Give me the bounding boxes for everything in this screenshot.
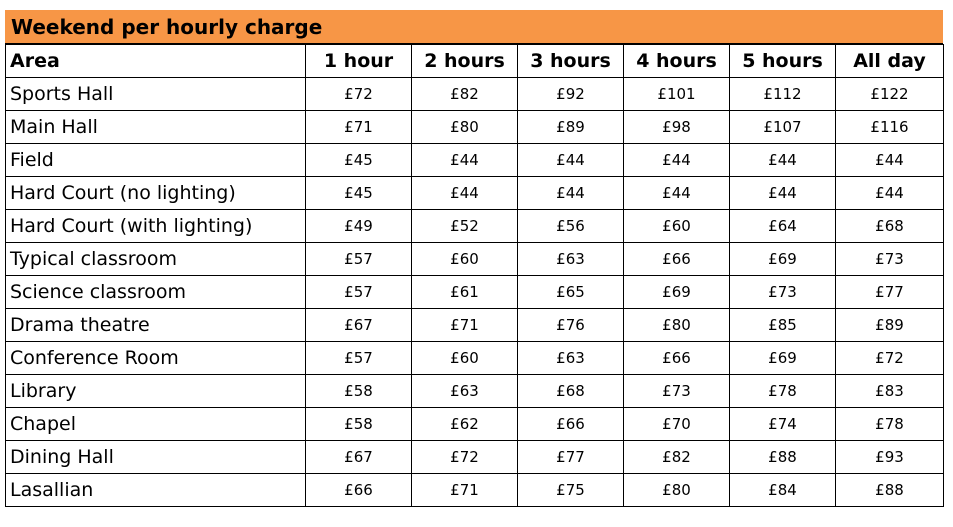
area-cell: Chapel: [6, 408, 306, 441]
price-cell: £116: [836, 111, 944, 144]
price-cell: £78: [836, 408, 944, 441]
price-cell: £44: [624, 177, 730, 210]
header-3-hours: 3 hours: [518, 45, 624, 78]
price-cell: £73: [836, 243, 944, 276]
price-cell: £75: [518, 474, 624, 507]
table-row: [6, 342, 944, 375]
price-cell: £64: [730, 210, 836, 243]
area-cell: Drama theatre: [6, 309, 306, 342]
area-cell: Library: [6, 375, 306, 408]
table-row: [6, 78, 944, 111]
price-cell: £72: [306, 78, 412, 111]
price-cell: £71: [306, 111, 412, 144]
price-cell: £76: [518, 309, 624, 342]
price-cell: £68: [518, 375, 624, 408]
header-2-hours: 2 hours: [412, 45, 518, 78]
header-all-day: All day: [836, 45, 944, 78]
price-cell: £44: [412, 144, 518, 177]
price-cell: £60: [624, 210, 730, 243]
table-row: [6, 441, 944, 474]
table-row: [6, 375, 944, 408]
price-cell: £62: [412, 408, 518, 441]
price-cell: £82: [624, 441, 730, 474]
price-cell: £80: [624, 474, 730, 507]
price-cell: £122: [836, 78, 944, 111]
price-cell: £72: [836, 342, 944, 375]
price-cell: £73: [730, 276, 836, 309]
price-cell: £66: [306, 474, 412, 507]
price-cell: £67: [306, 441, 412, 474]
table-row: [6, 408, 944, 441]
price-cell: £44: [518, 177, 624, 210]
price-cell: £92: [518, 78, 624, 111]
price-cell: £88: [836, 474, 944, 507]
area-cell: Main Hall: [6, 111, 306, 144]
pricing-table: [5, 44, 944, 507]
area-cell: Science classroom: [6, 276, 306, 309]
area-cell: Typical classroom: [6, 243, 306, 276]
table-title: Weekend per hourly charge: [5, 10, 943, 44]
table-row: [6, 474, 944, 507]
price-cell: £60: [412, 243, 518, 276]
price-cell: £69: [730, 342, 836, 375]
header-row: [6, 45, 944, 78]
pricing-sheet: [5, 10, 943, 507]
area-cell: Lasallian: [6, 474, 306, 507]
area-cell: Hard Court (with lighting): [6, 210, 306, 243]
price-cell: £89: [518, 111, 624, 144]
price-cell: £112: [730, 78, 836, 111]
price-cell: £74: [730, 408, 836, 441]
price-cell: £57: [306, 243, 412, 276]
price-cell: £101: [624, 78, 730, 111]
area-cell: Sports Hall: [6, 78, 306, 111]
price-cell: £69: [730, 243, 836, 276]
price-cell: £44: [836, 177, 944, 210]
area-cell: Dining Hall: [6, 441, 306, 474]
table-row: [6, 177, 944, 210]
price-cell: £63: [518, 342, 624, 375]
price-cell: £63: [412, 375, 518, 408]
area-cell: Field: [6, 144, 306, 177]
price-cell: £57: [306, 276, 412, 309]
table-row: [6, 144, 944, 177]
price-cell: £71: [412, 474, 518, 507]
price-cell: £45: [306, 177, 412, 210]
table-row: [6, 111, 944, 144]
price-cell: £84: [730, 474, 836, 507]
table-body: [6, 78, 944, 507]
area-cell: Hard Court (no lighting): [6, 177, 306, 210]
table-row: [6, 276, 944, 309]
price-cell: £44: [730, 144, 836, 177]
price-cell: £52: [412, 210, 518, 243]
price-cell: £66: [624, 342, 730, 375]
table-row: [6, 210, 944, 243]
price-cell: £60: [412, 342, 518, 375]
price-cell: £66: [518, 408, 624, 441]
price-cell: £72: [412, 441, 518, 474]
price-cell: £58: [306, 408, 412, 441]
price-cell: £71: [412, 309, 518, 342]
price-cell: £77: [518, 441, 624, 474]
price-cell: £67: [306, 309, 412, 342]
price-cell: £58: [306, 375, 412, 408]
price-cell: £83: [836, 375, 944, 408]
price-cell: £98: [624, 111, 730, 144]
price-cell: £49: [306, 210, 412, 243]
price-cell: £88: [730, 441, 836, 474]
price-cell: £66: [624, 243, 730, 276]
table-row: [6, 243, 944, 276]
header-4-hours: 4 hours: [624, 45, 730, 78]
price-cell: £93: [836, 441, 944, 474]
header-area: Area: [6, 45, 306, 78]
price-cell: £82: [412, 78, 518, 111]
header-1-hour: 1 hour: [306, 45, 412, 78]
price-cell: £89: [836, 309, 944, 342]
price-cell: £63: [518, 243, 624, 276]
price-cell: £68: [836, 210, 944, 243]
price-cell: £61: [412, 276, 518, 309]
price-cell: £70: [624, 408, 730, 441]
price-cell: £45: [306, 144, 412, 177]
price-cell: £77: [836, 276, 944, 309]
price-cell: £44: [730, 177, 836, 210]
price-cell: £80: [624, 309, 730, 342]
price-cell: £73: [624, 375, 730, 408]
price-cell: £56: [518, 210, 624, 243]
price-cell: £44: [624, 144, 730, 177]
table-row: [6, 309, 944, 342]
area-cell: Conference Room: [6, 342, 306, 375]
price-cell: £57: [306, 342, 412, 375]
price-cell: £80: [412, 111, 518, 144]
price-cell: £44: [412, 177, 518, 210]
price-cell: £69: [624, 276, 730, 309]
price-cell: £44: [836, 144, 944, 177]
price-cell: £78: [730, 375, 836, 408]
price-cell: £107: [730, 111, 836, 144]
price-cell: £44: [518, 144, 624, 177]
price-cell: £85: [730, 309, 836, 342]
price-cell: £65: [518, 276, 624, 309]
header-5-hours: 5 hours: [730, 45, 836, 78]
